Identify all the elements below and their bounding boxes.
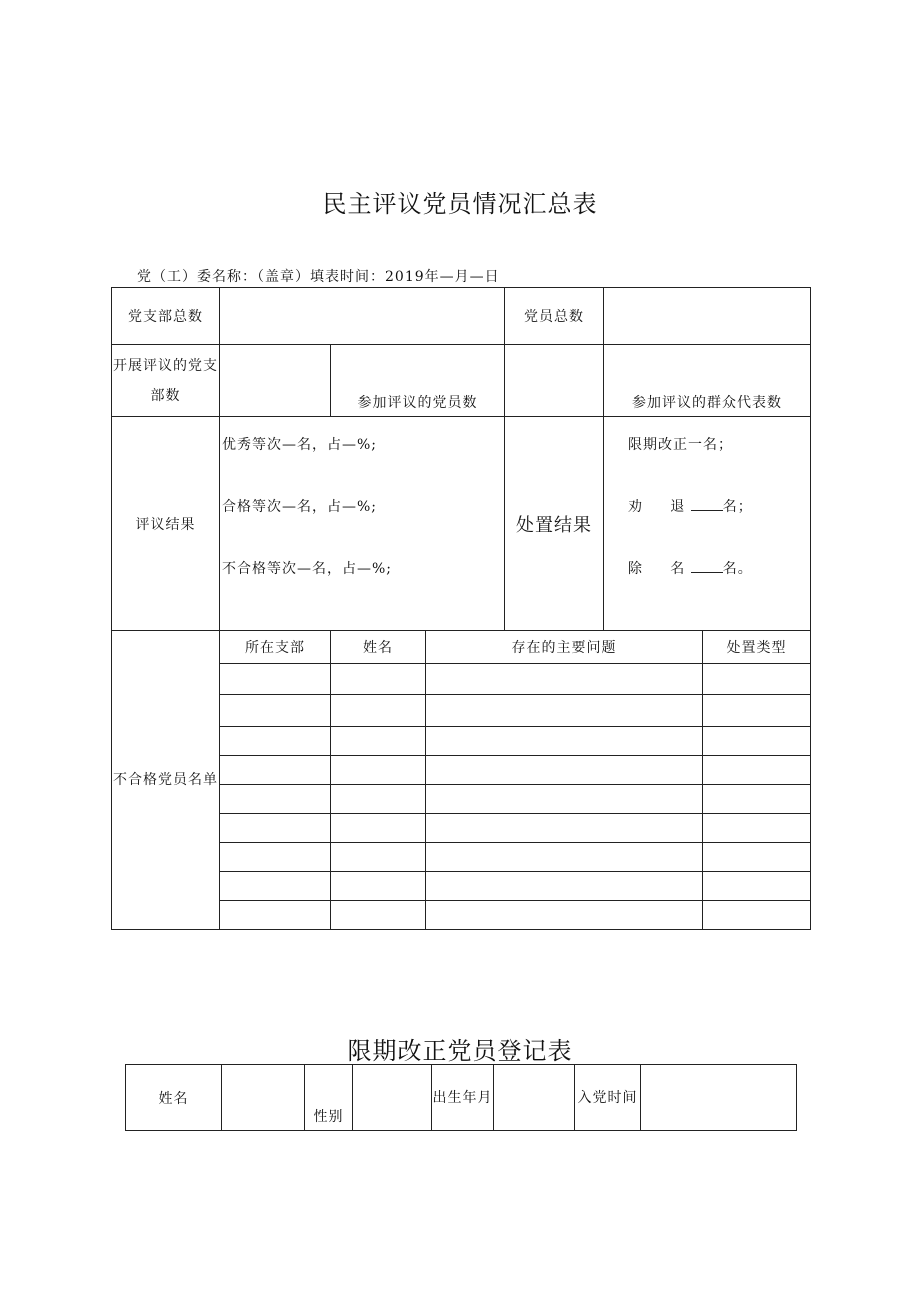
member-total-value[interactable]	[604, 288, 811, 345]
unqualified-list-label: 不合格党员名单	[112, 631, 220, 930]
header-problem: 存在的主要问题	[426, 631, 703, 664]
qualified-line: 合格等次—名，占—%;	[222, 499, 378, 515]
members-eval-label: 参加评议的党员数	[331, 345, 505, 417]
summary-table	[111, 287, 811, 930]
page-title: 民主评议党员情况汇总表	[322, 190, 598, 218]
branches-eval-label: 开展评议的党支部数	[112, 345, 220, 417]
register-join-value[interactable]	[641, 1065, 797, 1131]
register-name-label: 姓名	[126, 1065, 222, 1131]
branches-eval-value[interactable]	[220, 345, 331, 417]
member-total-label: 党员总数	[505, 288, 604, 345]
register-table	[125, 1064, 797, 1131]
register-title: 限期改正党员登记表	[347, 1037, 573, 1065]
register-join-label: 入党时间	[575, 1065, 641, 1131]
register-birth-value[interactable]	[494, 1065, 575, 1131]
members-eval-value[interactable]	[505, 345, 604, 417]
public-rep-label: 参加评议的群众代表数	[604, 345, 811, 417]
register-name-value[interactable]	[222, 1065, 305, 1131]
form-subtitle: 党（工）委名称：（盖章）填表时间：2019年—月—日	[137, 269, 500, 285]
disposal-label: 处置结果	[505, 417, 604, 631]
excellent-line: 优秀等次—名，占—%;	[222, 437, 378, 453]
rectify-line: 限期改正一名；	[628, 437, 734, 453]
disposal-details	[604, 417, 811, 631]
register-gender-label: 性别	[305, 1065, 353, 1131]
header-name: 姓名	[331, 631, 426, 664]
expel-line: 除 名 名。	[628, 561, 753, 577]
header-disposal-type: 处置类型	[703, 631, 811, 664]
branch-total-value[interactable]	[220, 288, 505, 345]
result-grades	[220, 417, 505, 631]
result-label: 评议结果	[112, 417, 220, 631]
header-branch: 所在支部	[220, 631, 331, 664]
persuade-line: 劝 退 名；	[628, 499, 753, 515]
branch-total-label: 党支部总数	[112, 288, 220, 345]
register-gender-value[interactable]	[353, 1065, 432, 1131]
register-birth-label: 出生年月	[432, 1065, 494, 1131]
unqualified-line: 不合格等次—名，占—%;	[222, 561, 393, 577]
